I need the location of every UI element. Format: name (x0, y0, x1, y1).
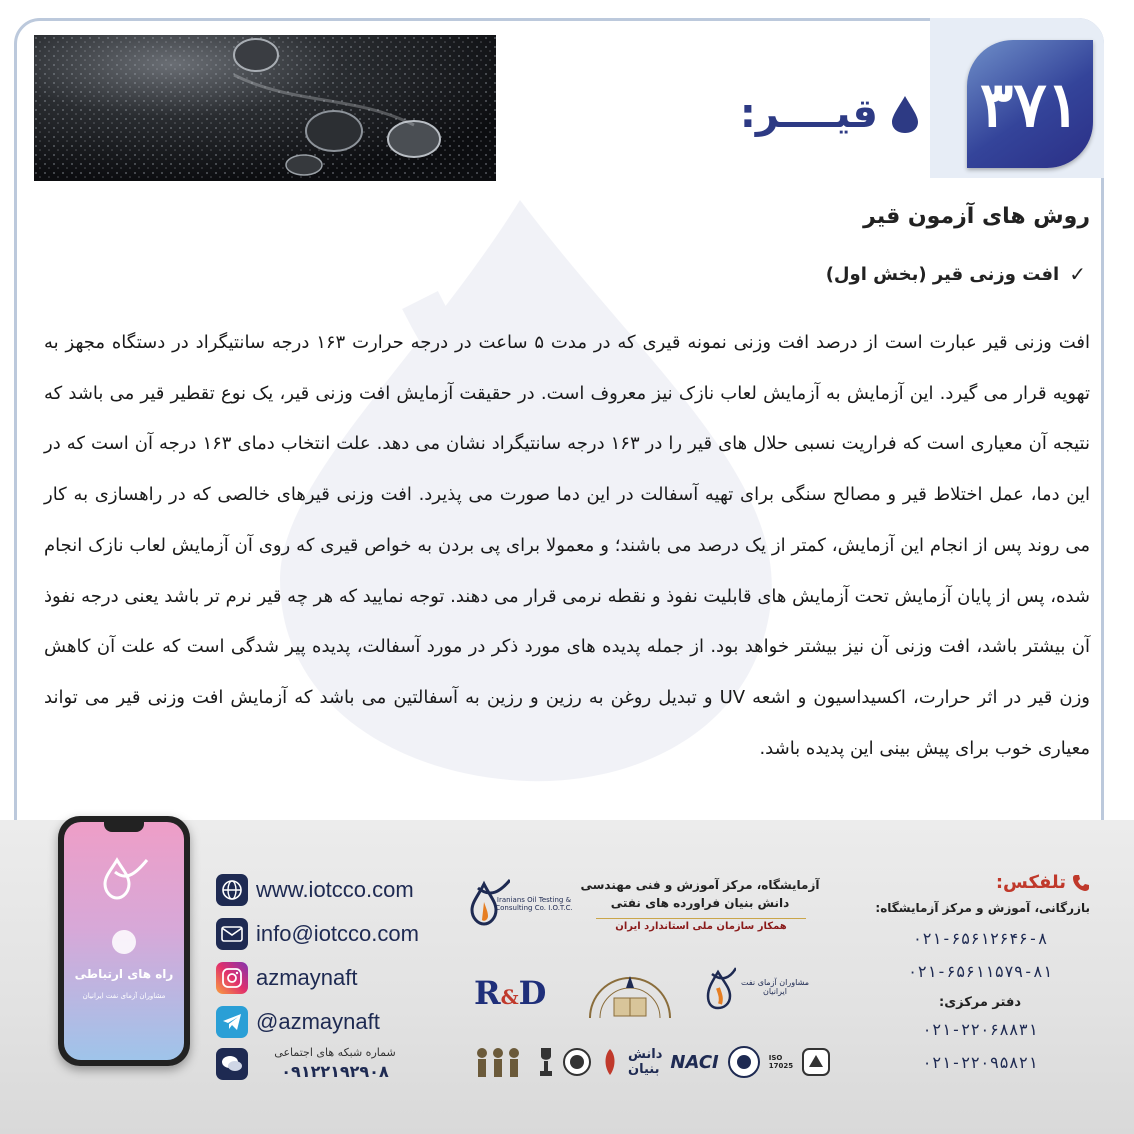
badge-strip (474, 1040, 814, 1084)
chat-bubbles-icon (216, 1048, 248, 1080)
sub-heading-text: افت وزنی قیر (بخش اول) (825, 263, 1060, 285)
page-title-wrap (720, 84, 920, 144)
sub-heading (826, 262, 1086, 286)
rd-logo-r: R (474, 974, 501, 1012)
contact-telegram[interactable] (216, 1004, 456, 1040)
award-figures-icon (474, 1045, 530, 1079)
website-link[interactable]: www.iotcco.com (256, 877, 414, 902)
phone-mockup (58, 816, 190, 1066)
page-number-badge (967, 40, 1093, 168)
social-networks-label: شماره شبکه های اجتماعی (274, 1046, 396, 1059)
office-number-1[interactable]: ۰۲۱-۲۲۰۶۸۸۳۱ (922, 1020, 1038, 1039)
phone-title: راه های ارتباطی (74, 967, 174, 981)
company-logo-text: Iranians Oil Testing & Consulting Co. I.O.T.C. (495, 896, 573, 912)
company-logo (470, 874, 574, 934)
telfax-subtitle: بازرگانی، آموزش و مرکز آزمایشگاه: (875, 901, 1090, 915)
badge-daneshbonyan: دانش بنیان (628, 1047, 663, 1077)
phone-subtitle: مشاوران آزمای نفت ایرانیان (82, 992, 166, 1000)
lab-info (470, 874, 820, 944)
social-networks (216, 1046, 406, 1086)
trophy-icon (538, 1045, 554, 1079)
office-number-2[interactable]: ۰۲۱-۲۲۰۹۵۸۲۱ (922, 1053, 1038, 1072)
phone-globe-icon (112, 930, 136, 954)
lab-line-3: همکار سازمان ملی استاندارد ایران (596, 918, 806, 932)
rd-logo-d: D (518, 974, 547, 1012)
checkmark-icon: ✓ (1069, 262, 1086, 286)
mail-icon (216, 918, 248, 950)
iran-emblem-icon (600, 1045, 620, 1079)
partner-logo-text: مشاوران آزمای نفت ایرانیان (741, 978, 809, 996)
phone-icon (1072, 874, 1090, 892)
telegram-handle[interactable]: @azmaynaft (256, 1009, 380, 1034)
rd-logo-amp: & (500, 985, 519, 1009)
page-number: ۳۷۱ (980, 67, 1080, 141)
header-photo (34, 35, 496, 181)
phone-notch (104, 822, 144, 832)
telfax-title-text: تلفکس: (995, 872, 1066, 893)
page-title: قیــــر: (739, 91, 878, 137)
iso-badge (727, 1045, 761, 1079)
contact-instagram[interactable] (216, 960, 456, 996)
phone-logo-icon (97, 852, 151, 906)
seal-logo-icon (578, 958, 682, 1024)
instagram-icon (216, 962, 248, 994)
phone-screen (64, 822, 184, 1060)
body-paragraph: افت وزنی قیر عبارت است از درصد افت وزنی نمونه قیری که در مدت ۵ ساعت در درجه حرارت ۱۶۳ درجه سانتیگراد در دستگاه مجهز به تهویه قرار می گیرد. این آزمایش به آزمایش لعاب نازک نیز معروف است. در حقیقت آزمایش افت وزنی قیر، یک نوع تقطیر قیر می باشد که نتیجه آن معیاری است که فراریت نسبی حلال های قیر را در ۱۶۳ درجه سانتیگراد نشان می دهد. علت انتخاب دمای ۱۶۳ درجه آن است که در این دما، عمل اختلاط قیر و مصالح سنگی برای تهیه آسفالت در این دما صورت می پذیرد. افت وزنی قیرهای خالصی که در راهسازی به کار می روند پس از انجام این آزمایش، کمتر از یک درصد می باشند؛ و معمولا برای پی بردن به خواص قیری که روی آن آزمایش لعاب نازک انجام شده، پس از پایان آزمایش تحت آزمایش های قابلیت نفوذ و نقطه نرمی قرار می دهند. توجه نمایید که هر چه قیر نرم تر باشد یعنی درجه نفوذ آن بیشتر باشد، افت وزنی آن نیز بیشتر خواهد بود. از جمله پدیده های مورد ذکر در مورد آسفالت، پدیده پیر شدگی است که علت آن کاهش وزن قیر در اثر حرارت، اکسیداسیون و اشعه UV و تبدیل روغن به رزین و رزین به آسفالتین می باشد که آزمایش افت وزنی قیر می تواند معیاری خوب برای پیش بینی این پدیده باشد. (44, 332, 1091, 759)
badge-iso: ISO 17025 (768, 1054, 794, 1070)
standard-mark-icon (801, 1045, 831, 1079)
round-seal-icon (562, 1045, 592, 1079)
telfax-number-1[interactable]: ۰۲۱-۶۵۶۱۲۶۴۶-۸ (912, 929, 1048, 948)
email-link[interactable]: info@iotcco.com (256, 921, 419, 946)
partner-logo (706, 966, 826, 1016)
lab-line-2: دانش بنیان فراورده های نفتی (610, 896, 790, 910)
contact-website[interactable] (216, 872, 456, 908)
rd-logo (474, 974, 546, 1012)
lab-line-1: آزمایشگاه، مرکز آموزش و فنی مهندسی (580, 878, 820, 892)
badge-naci: NACI (670, 1051, 719, 1073)
contact-list (216, 872, 456, 1048)
drop-icon (890, 94, 920, 134)
globe-icon (216, 874, 248, 906)
telfax-block (860, 872, 1090, 1072)
contact-email[interactable] (216, 916, 456, 952)
section-heading: روش های آزمون قیر (863, 204, 1090, 229)
instagram-handle[interactable]: azmaynaft (256, 965, 358, 990)
telfax-title (860, 872, 1090, 893)
office-title: دفتر مرکزی: (939, 995, 1021, 1010)
social-phone-number[interactable]: ۰۹۱۲۲۱۹۲۹۰۸ (281, 1062, 389, 1081)
telegram-icon (216, 1006, 248, 1038)
telfax-number-2[interactable]: ۰۲۱-۶۵۶۱۱۵۷۹-۸۱ (907, 962, 1053, 981)
